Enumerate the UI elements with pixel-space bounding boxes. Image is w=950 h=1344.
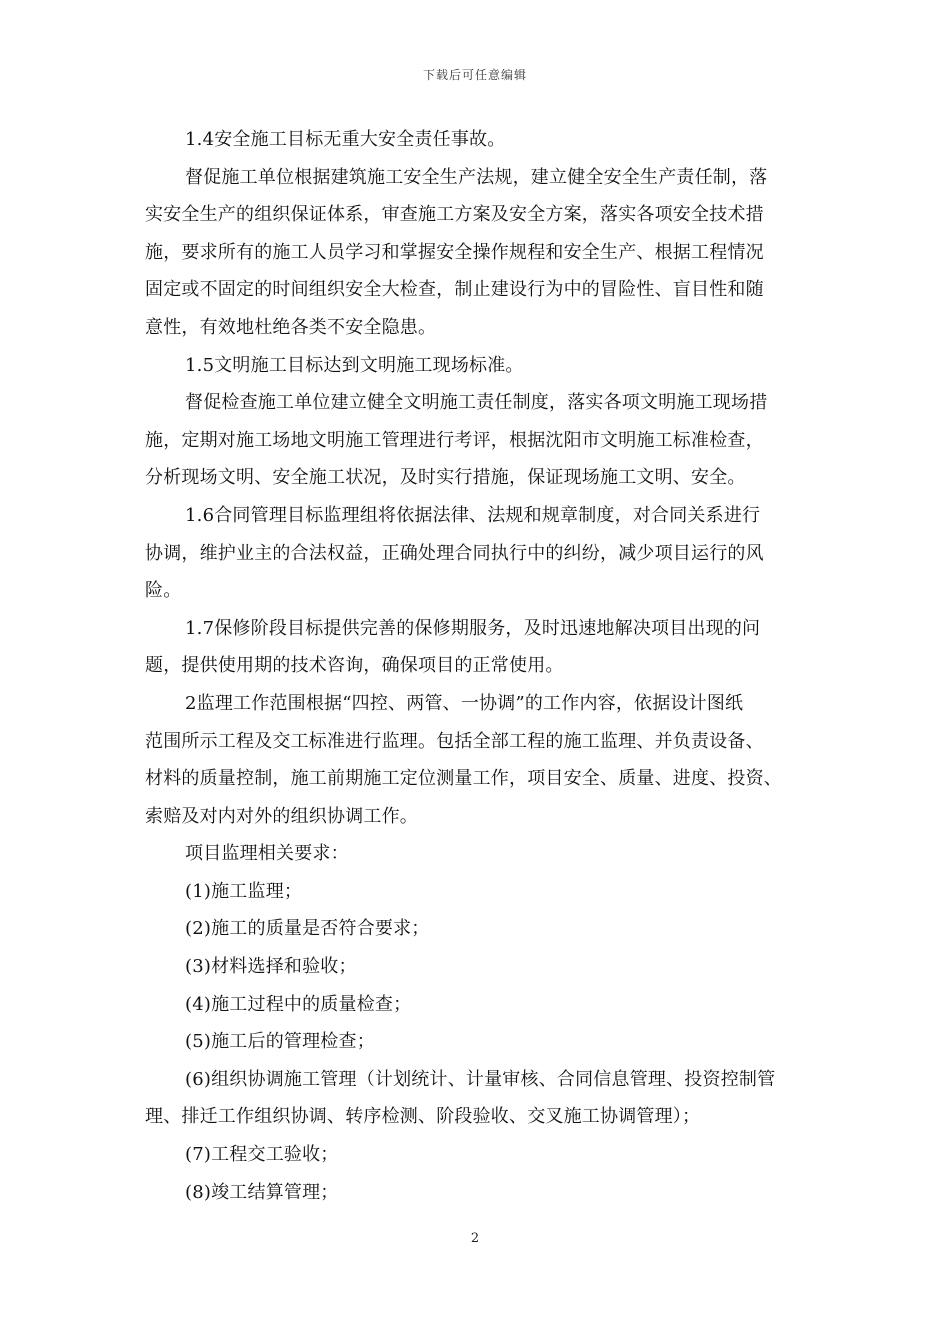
text-line: (5)施工后的管理检查；: [185, 1031, 375, 1053]
text-line: (3)材料选择和验收；: [185, 956, 357, 978]
text-line: 施，要求所有的施工人员学习和掌握安全操作规程和安全生产、根据工程情况: [145, 241, 764, 263]
text-line: (1)施工监理；: [185, 880, 303, 902]
text-line: 1.7保修阶段目标提供完善的保修期服务，及时迅速地解决项目出现的问: [185, 617, 761, 639]
document-body: [145, 121, 810, 1211]
text-line: 督促施工单位根据建筑施工安全生产法规，建立健全安全生产责任制，落: [185, 166, 768, 188]
text-line: 1.6合同管理目标监理组将依据法律、法规和规章制度，对合同关系进行: [185, 504, 761, 526]
text-line: 索赔及对内对外的组织协调工作。: [145, 805, 418, 827]
text-line: 实安全生产的组织保证体系，审查施工方案及安全方案，落实各项安全技术措: [145, 204, 764, 226]
text-line: (4)施工过程中的质量检查；: [185, 993, 412, 1015]
text-line: 险。: [145, 580, 182, 602]
text-line: 协调，维护业主的合法权益，正确处理合同执行中的纠纷，减少项目运行的风: [145, 542, 764, 564]
page-number: 2: [470, 1231, 480, 1246]
text-line: 2监理工作范围根据“四控、两管、一协调”的工作内容，依据设计图纸: [185, 692, 744, 714]
text-line: (6)组织协调施工管理（计划统计、计量审核、合同信息管理、投资控制管: [185, 1068, 776, 1090]
text-line: (7)工程交工验收；: [185, 1144, 339, 1166]
text-line: 1.4安全施工目标无重大安全责任事故。: [185, 129, 506, 150]
text-line: 题，提供使用期的技术咨询，确保项目的正常使用。: [145, 655, 564, 677]
page-header: 下载后可任意编辑: [422, 68, 527, 82]
text-line: (2)施工的质量是否符合要求；: [185, 918, 430, 940]
text-line: 项目监理相关要求：: [185, 843, 349, 865]
text-line: 意性，有效地杜绝各类不安全隐患。: [145, 316, 437, 338]
text-line: 范围所示工程及交工标准进行监理。包括全部工程的施工监理、并负责设备、: [145, 730, 764, 752]
text-line: 1.5文明施工目标达到文明施工现场标准。: [185, 354, 524, 376]
text-line: 材料的质量控制，施工前期施工定位测量工作，项目安全、质量、进度、投资、: [145, 768, 782, 790]
text-line: (8)竣工结算管理；: [185, 1181, 339, 1203]
text-line: 固定或不固定的时间组织安全大检查，制止建设行为中的冒险性、盲目性和随: [145, 279, 764, 301]
text-line: 督促检查施工单位建立健全文明施工责任制度，落实各项文明施工现场措: [185, 392, 768, 414]
text-line: 施，定期对施工场地文明施工管理进行考评，根据沈阳市文明施工标准检查，: [145, 429, 764, 451]
text-line: 分析现场文明、安全施工状况，及时实行措施，保证现场施工文明、安全。: [145, 467, 746, 489]
text-line: 理、排迁工作组织协调、转序检测、阶段验收、交叉施工协调管理）；: [145, 1106, 701, 1128]
